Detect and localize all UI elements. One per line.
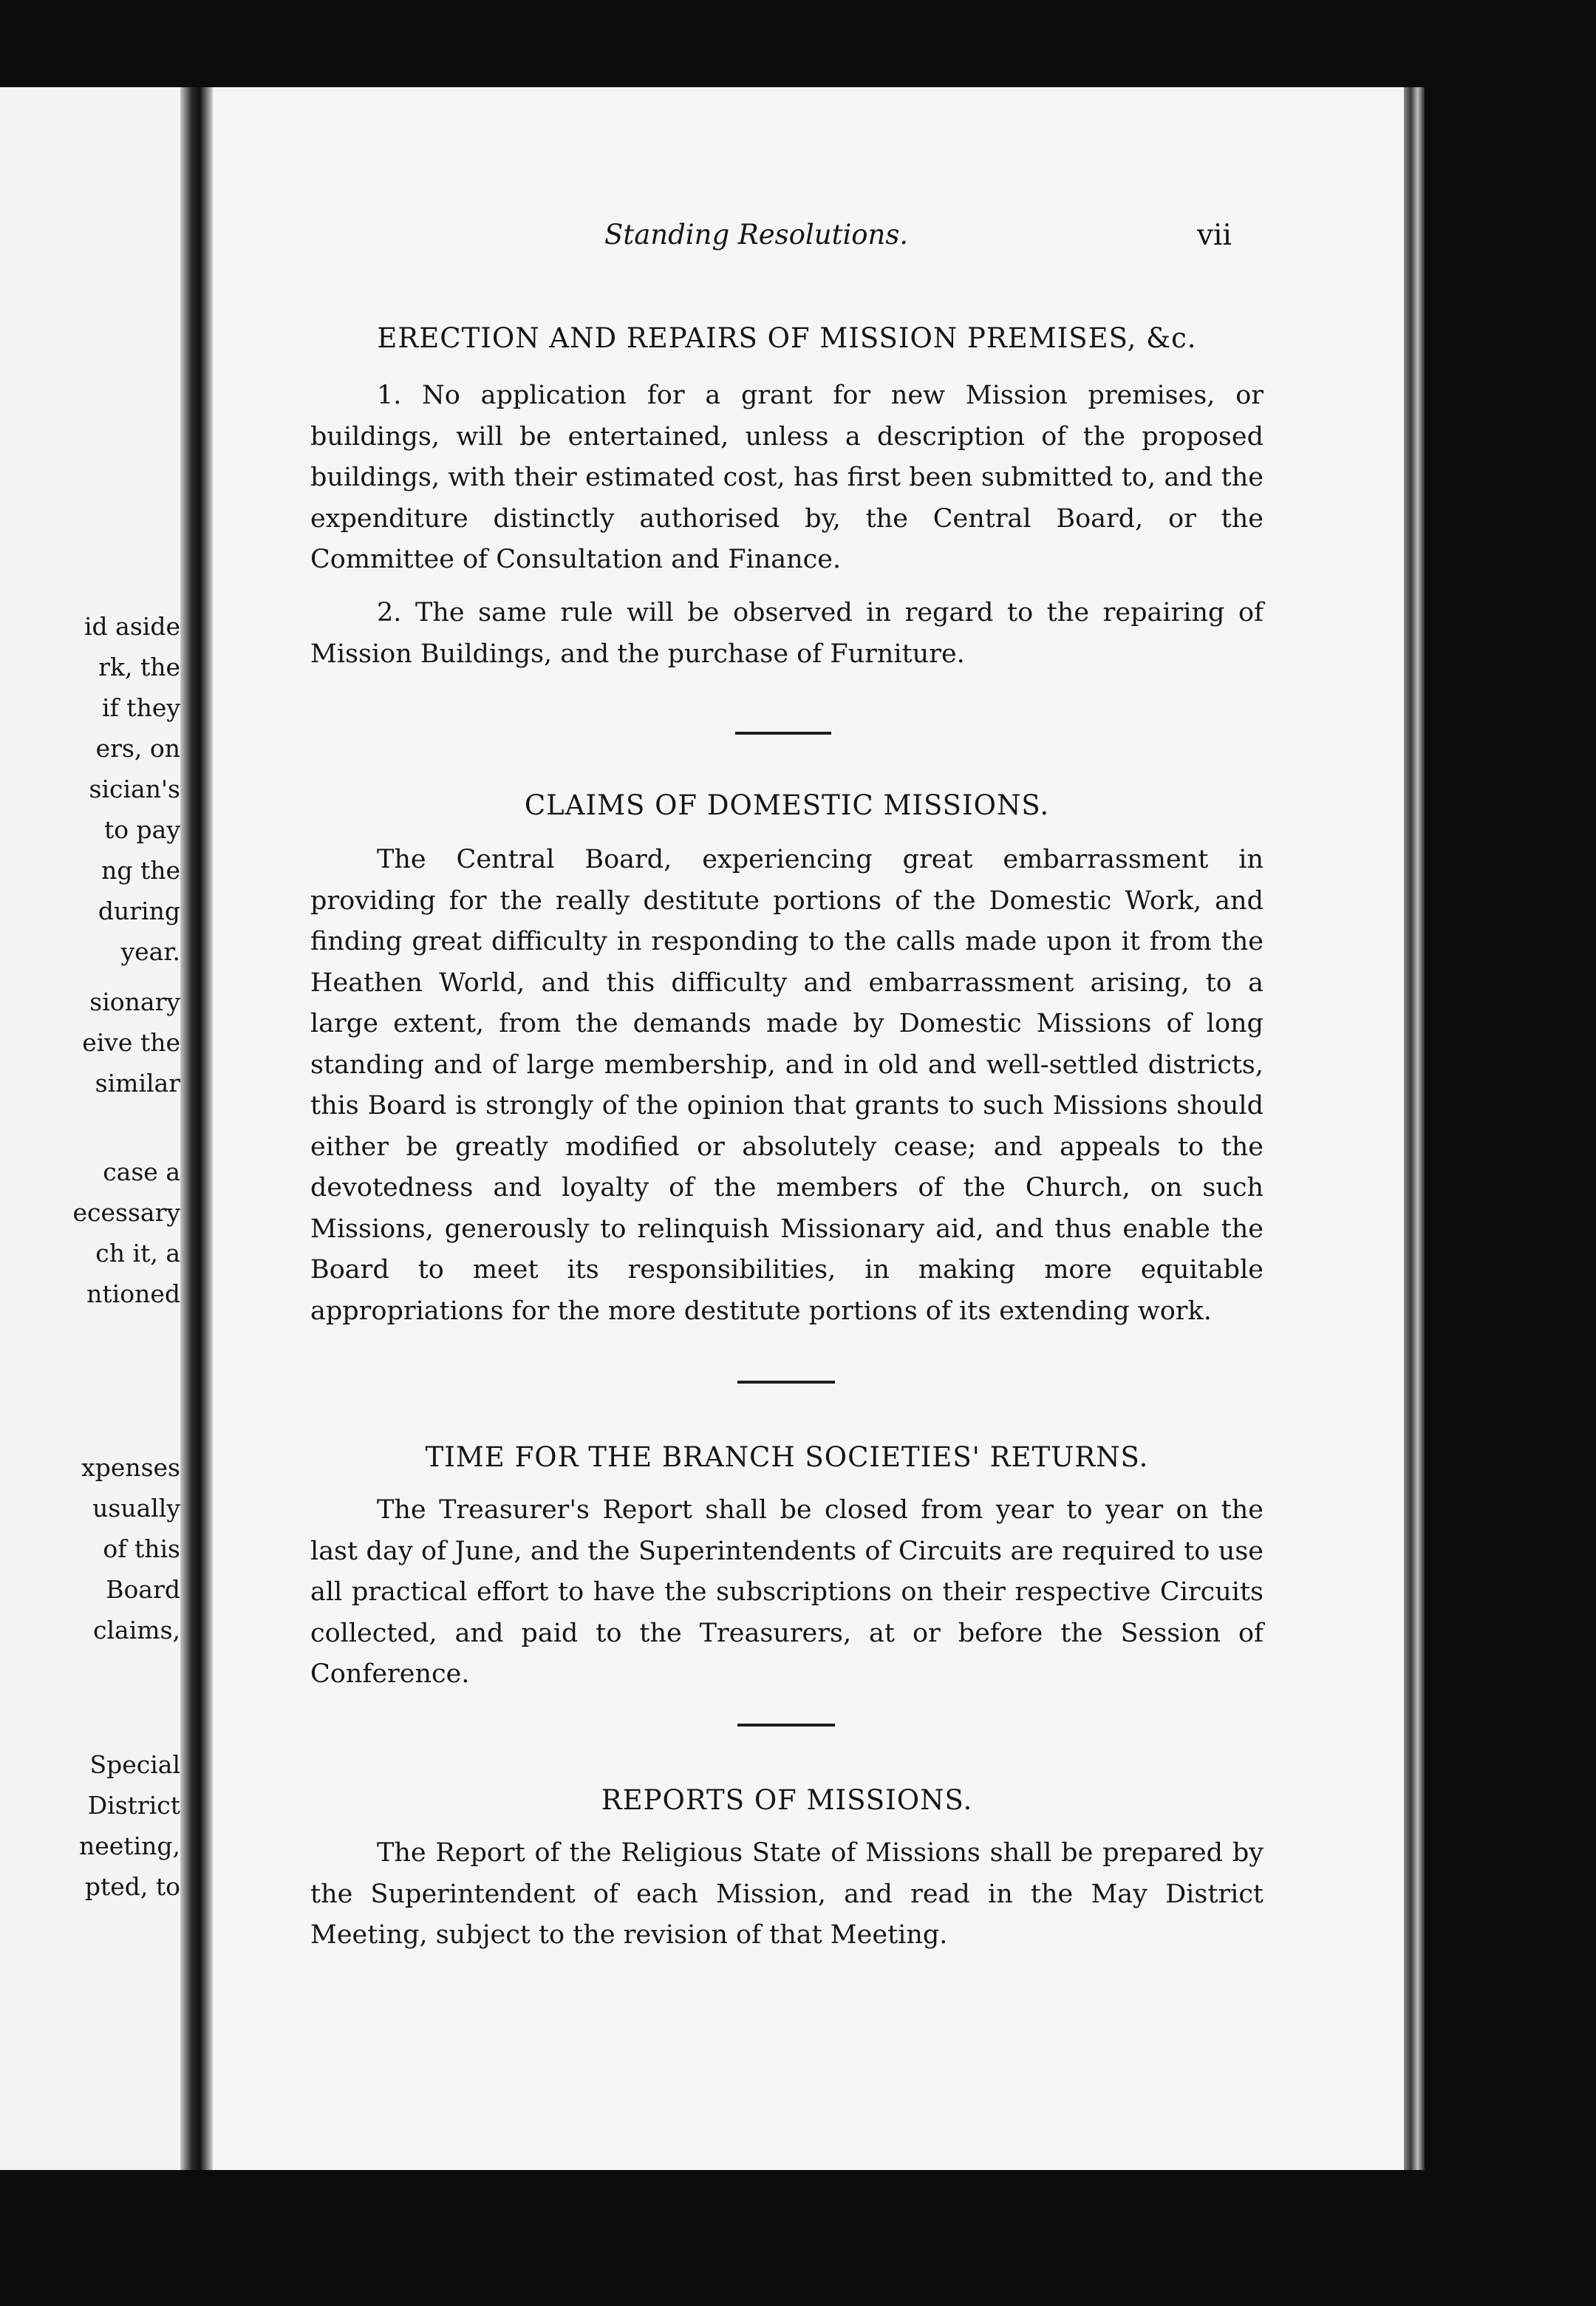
left-fragment: id aside xyxy=(84,612,180,641)
left-fragment: of this xyxy=(103,1534,180,1563)
left-fragment: to pay xyxy=(103,815,180,844)
left-fragment: ntioned xyxy=(86,1279,180,1308)
page-edge xyxy=(1404,87,1425,2170)
left-fragment: ch it, a xyxy=(95,1239,180,1268)
left-fragment: eive the xyxy=(82,1028,180,1057)
section-heading: REPORTS OF MISSIONS. xyxy=(601,1784,973,1816)
left-page-edge xyxy=(0,87,180,2170)
section-heading: ERECTION AND REPAIRS OF MISSION PREMISES, &c. xyxy=(377,322,1197,354)
left-fragment: if they xyxy=(102,693,180,722)
left-fragment: xpenses xyxy=(81,1453,180,1482)
left-fragment: claims, xyxy=(93,1616,180,1645)
left-fragment: usually xyxy=(92,1494,180,1523)
book-spine xyxy=(180,87,213,2170)
left-fragment: during xyxy=(98,897,180,925)
paragraph: 1. No application for a grant for new Mission premises, or buildings, will be entertained, unless a description of the proposed buildings, with their estimated cost, has first been submitted to, and the expenditure distinctly authorised by, the Central Board, or the Committee of Consultation and Finance. xyxy=(310,381,1264,574)
left-fragment: case a xyxy=(103,1157,180,1186)
left-fragment: sionary xyxy=(89,987,180,1016)
left-fragment: ers, on xyxy=(95,734,180,763)
paragraph: The Central Board, experiencing great embarrassment in providing for the really destitute portions of the Domestic Work, and finding great difficulty in responding to the calls made upon it from the Heathen World, and this difficulty and embarrassment arising, to a large extent, from the demands made by Domestic Missions of long standing and of large membership, and in old and well-settled districts, this Board is strongly of the opinion that grants to such Missions should either be greatly modified or absolutely cease; and appeals to the devotedness and loyalty of the members of the Church, on such Missions, generously to relinquish Missionary aid, and thus enable the Board to meet its responsibilities, in making more equitable appropriations for the more destitute portions of its extending work. xyxy=(310,845,1264,1326)
left-fragment: ecessary xyxy=(72,1198,180,1227)
paragraph: The Treasurer's Report shall be closed from year to year on the last day of June, and the Superintendents of Circuits are required to use all practical effort to have the subscriptions on their respective Circuits collected, and paid to the Treasurers, at or before the Session of Conference. xyxy=(310,1495,1264,1689)
section-divider xyxy=(737,1724,835,1727)
section-heading: CLAIMS OF DOMESTIC MISSIONS. xyxy=(524,789,1050,821)
left-fragment: similar xyxy=(95,1069,180,1098)
paragraph: 2. The same rule will be observed in regard to the repairing of Mission Buildings, and the purchase of Furniture. xyxy=(310,598,1264,669)
left-fragment: Special xyxy=(89,1750,180,1779)
page-number: vii xyxy=(1197,219,1232,252)
left-fragment: rk, the xyxy=(98,653,180,681)
left-fragment: year. xyxy=(120,937,180,966)
left-fragment: pted, to xyxy=(84,1872,180,1901)
running-header: Standing Resolutions. xyxy=(604,219,909,251)
left-fragment: sician's xyxy=(89,775,180,803)
section-heading: TIME FOR THE BRANCH SOCIETIES' RETURNS. xyxy=(425,1441,1149,1473)
left-fragment: neeting, xyxy=(79,1831,180,1860)
left-fragment: ng the xyxy=(101,856,180,885)
section-divider xyxy=(735,732,831,735)
paragraph: The Report of the Religious State of Missions shall be prepared by the Superintendent of each Mission, and read in the May District Meeting, subject to the revision of that Meeting. xyxy=(310,1838,1264,1950)
left-fragment: District xyxy=(87,1791,180,1820)
section-divider xyxy=(737,1381,835,1384)
left-fragment: Board xyxy=(106,1575,180,1604)
